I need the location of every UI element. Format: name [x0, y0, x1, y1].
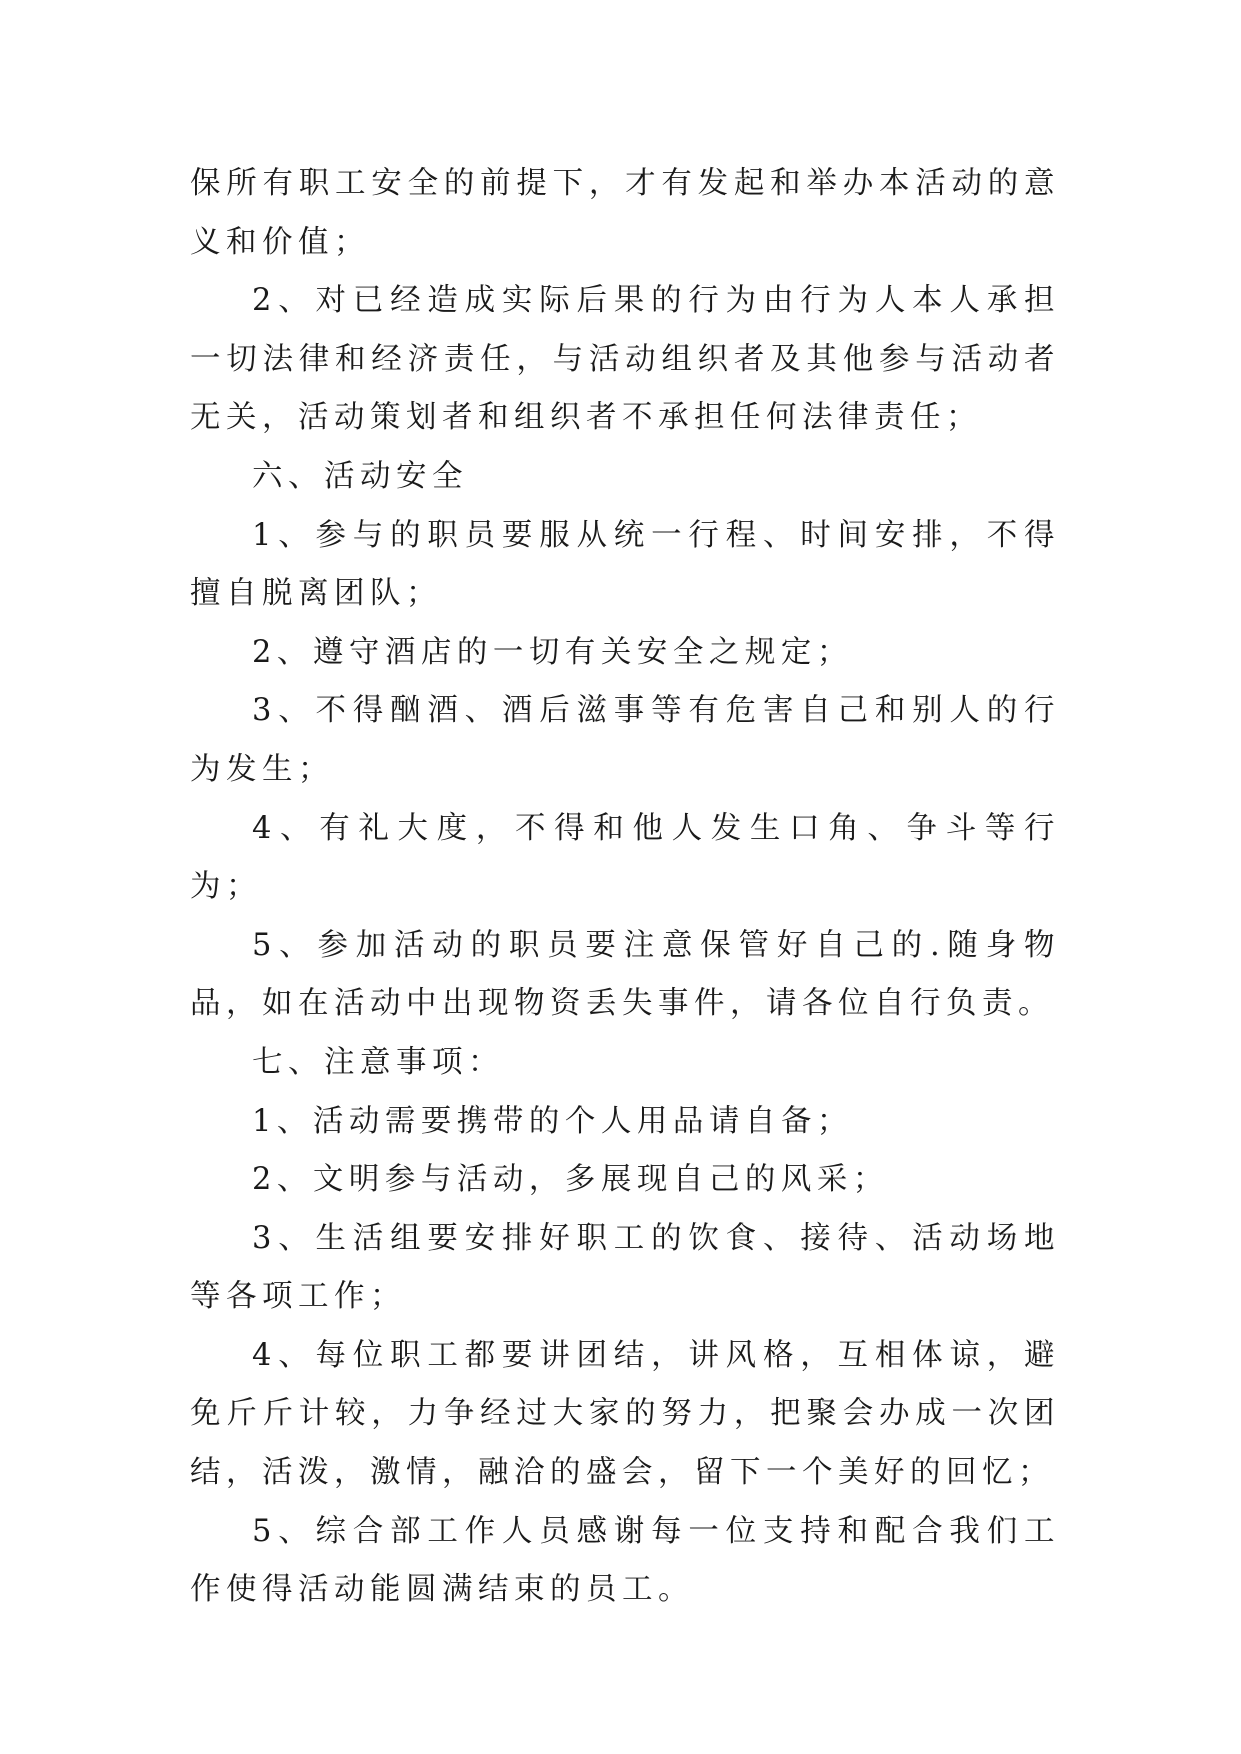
document-body [190, 155, 1060, 1620]
section-heading-notes: 七、注意事项： [252, 1044, 504, 1080]
paragraph-continuation: 保所有职工安全的前提下，才有发起和举办本活动的意义和价值； [190, 166, 1060, 260]
list-item-safety-2: 2、遵守酒店的一切有关安全之规定； [252, 634, 853, 670]
list-item-safety-5: 5、参加活动的职员要注意保管好自己的.随身物品，如在活动中出现物资丢失事件，请各位自行负责。 [190, 927, 1060, 1022]
list-item-notes-3: 3、生活组要安排好职工的饮食、接待、活动场地等各项工作； [190, 1220, 1060, 1315]
list-item-notes-1: 1、活动需要携带的个人用品请自备； [252, 1103, 853, 1139]
list-item-safety-1: 1、参与的职员要服从统一行程、时间安排，不得擅自脱离团队； [190, 517, 1060, 612]
list-item-safety-4: 4、有礼大度，不得和他人发生口角、争斗等行为； [190, 810, 1060, 905]
section-heading-activity-safety: 六、活动安全 [252, 458, 468, 494]
list-item-notes-5: 5、综合部工作人员感谢每一位支持和配合我们工作使得活动能圆满结束的员工。 [190, 1513, 1060, 1608]
paragraph-liability: 2、对已经造成实际后果的行为由行为人本人承担一切法律和经济责任，与活动组织者及其他参与活动者无关，活动策划者和组织者不承担任何法律责任； [190, 283, 1060, 436]
list-item-notes-2: 2、文明参与活动，多展现自己的风采； [252, 1162, 889, 1198]
list-item-notes-4: 4、每位职工都要讲团结，讲风格，互相体谅，避免斤斤计较，力争经过大家的努力，把聚会办成一次团结，活泼，激情，融洽的盛会，留下一个美好的回忆； [190, 1337, 1060, 1491]
list-item-safety-3: 3、不得酗酒、酒后滋事等有危害自己和别人的行为发生； [190, 693, 1060, 787]
